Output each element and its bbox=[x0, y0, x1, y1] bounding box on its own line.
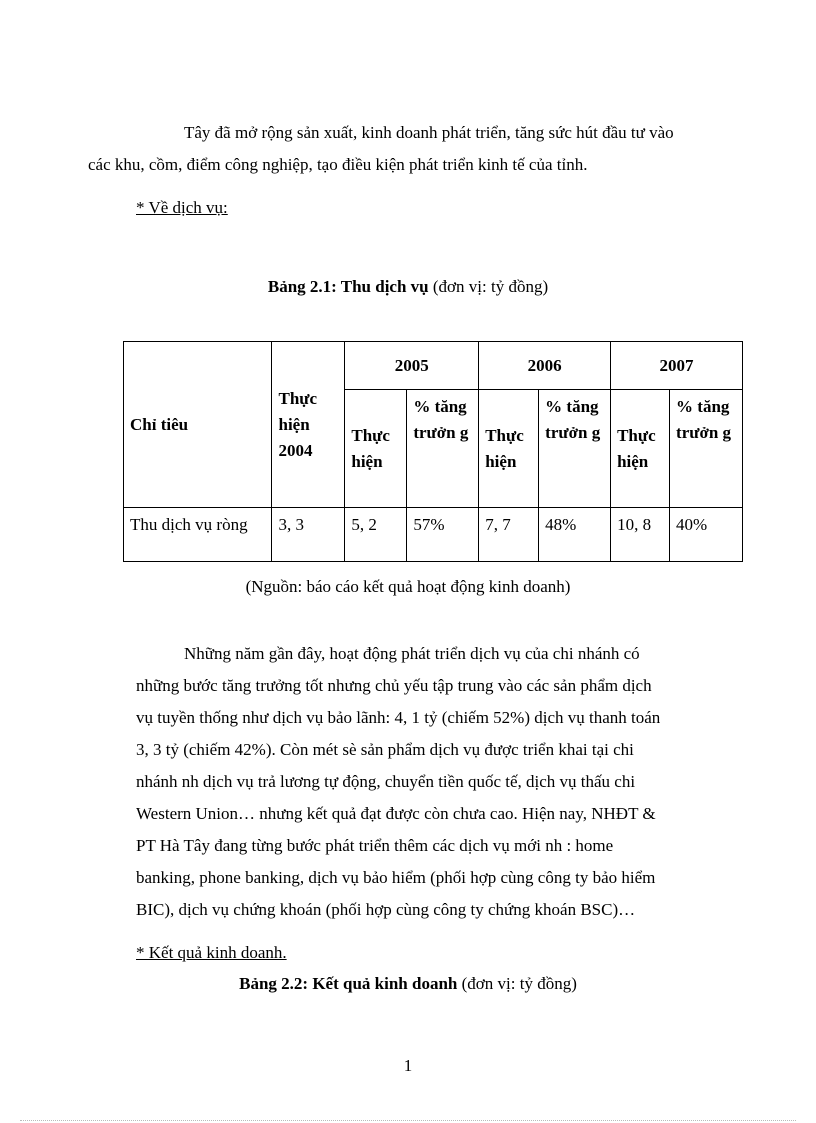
subheader-done-2007: Thực hiện bbox=[611, 390, 670, 508]
header-year-2005: 2005 bbox=[345, 342, 479, 390]
para-line-1: Những năm gần đây, hoạt động phát triển dịch vụ của chi nhánh có bbox=[184, 644, 640, 663]
intro-line-2: các khu, cồm, điểm công nghiệp, tạo điều kiện phát triển kinh tế của tỉnh. bbox=[88, 155, 588, 174]
table2-caption-unit: (đơn vị: tỷ đồng) bbox=[457, 974, 577, 993]
table1-caption-title: Bảng 2.1: Thu dịch vụ bbox=[267, 277, 429, 296]
header-year-2007: 2007 bbox=[611, 342, 743, 390]
cell-2007-growth: 40% bbox=[670, 508, 743, 562]
para-line-2: những bước tăng trưởng tốt nhưng chủ yếu tập trung vào các sản phẩm dịch bbox=[136, 676, 652, 695]
cell-2007-done: 10, 8 bbox=[611, 508, 670, 562]
para-line-4: 3, 3 tỷ (chiếm 42%). Còn mét sè sản phẩm dịch vụ được triển khai tại chi bbox=[136, 740, 634, 759]
para-line-6: Western Union… nhưng kết quả đạt được còn chưa cao. Hiện nay, NHĐT & bbox=[136, 804, 656, 823]
cell-2005-growth: 57% bbox=[407, 508, 479, 562]
table2-caption bbox=[0, 972, 816, 996]
intro-paragraph bbox=[88, 117, 740, 181]
intro-line-1: Tây đã mở rộng sản xuất, kinh doanh phát triển, tăng sức hút đầu tư vào bbox=[184, 123, 674, 142]
services-paragraph bbox=[136, 638, 740, 926]
para-line-7: PT Hà Tây đang từng bước phát triển thêm các dịch vụ mới nh : home bbox=[136, 836, 614, 855]
para-line-9: BIC), dịch vụ chứng khoán (phối hợp cùng công ty chứng khoán BSC)… bbox=[136, 900, 636, 919]
cell-2006-growth: 48% bbox=[539, 508, 611, 562]
para-line-3: vụ tuyền thống như dịch vụ bảo lãnh: 4, 1 tỷ (chiếm 52%) dịch vụ thanh toán bbox=[136, 708, 661, 727]
header-2004: Thực hiện 2004 bbox=[272, 342, 345, 508]
row-label: Thu dịch vụ ròng bbox=[124, 508, 272, 562]
subheader-done-2006: Thực hiện bbox=[479, 390, 539, 508]
table2-caption-title: Bảng 2.2: Kết quả kinh doanh bbox=[239, 974, 458, 993]
table1-caption bbox=[0, 275, 816, 299]
header-year-2006: 2006 bbox=[479, 342, 611, 390]
subheader-done-2005: Thực hiện bbox=[345, 390, 407, 508]
section-heading-business-results: * Kết quả kinh doanh. bbox=[136, 943, 287, 962]
cell-2004: 3, 3 bbox=[272, 508, 345, 562]
service-revenue-table bbox=[123, 341, 743, 562]
header-indicator: Chỉ tiêu bbox=[124, 342, 272, 508]
table1-source: (Nguồn: báo cáo kết quả hoạt động kinh doanh) bbox=[245, 577, 571, 596]
subheader-growth-2005: % tăng trưởn g bbox=[407, 390, 479, 508]
subheader-growth-2006: % tăng trưởn g bbox=[539, 390, 611, 508]
para-line-8: banking, phone banking, dịch vụ bảo hiểm (phối hợp cùng công ty bảo hiểm bbox=[136, 868, 656, 887]
page-number: 1 bbox=[403, 1056, 413, 1075]
para-line-5: nhánh nh dịch vụ trả lương tự động, chuyển tiền quốc tế, dịch vụ thấu chi bbox=[136, 772, 636, 791]
cell-2005-done: 5, 2 bbox=[345, 508, 407, 562]
page-bottom-divider bbox=[20, 1120, 796, 1121]
subheader-growth-2007: % tăng trưởn g bbox=[670, 390, 743, 508]
cell-2006-done: 7, 7 bbox=[479, 508, 539, 562]
table1-caption-unit: (đơn vị: tỷ đồng) bbox=[428, 277, 549, 296]
section-heading-services: * Về dịch vụ: bbox=[136, 198, 228, 217]
